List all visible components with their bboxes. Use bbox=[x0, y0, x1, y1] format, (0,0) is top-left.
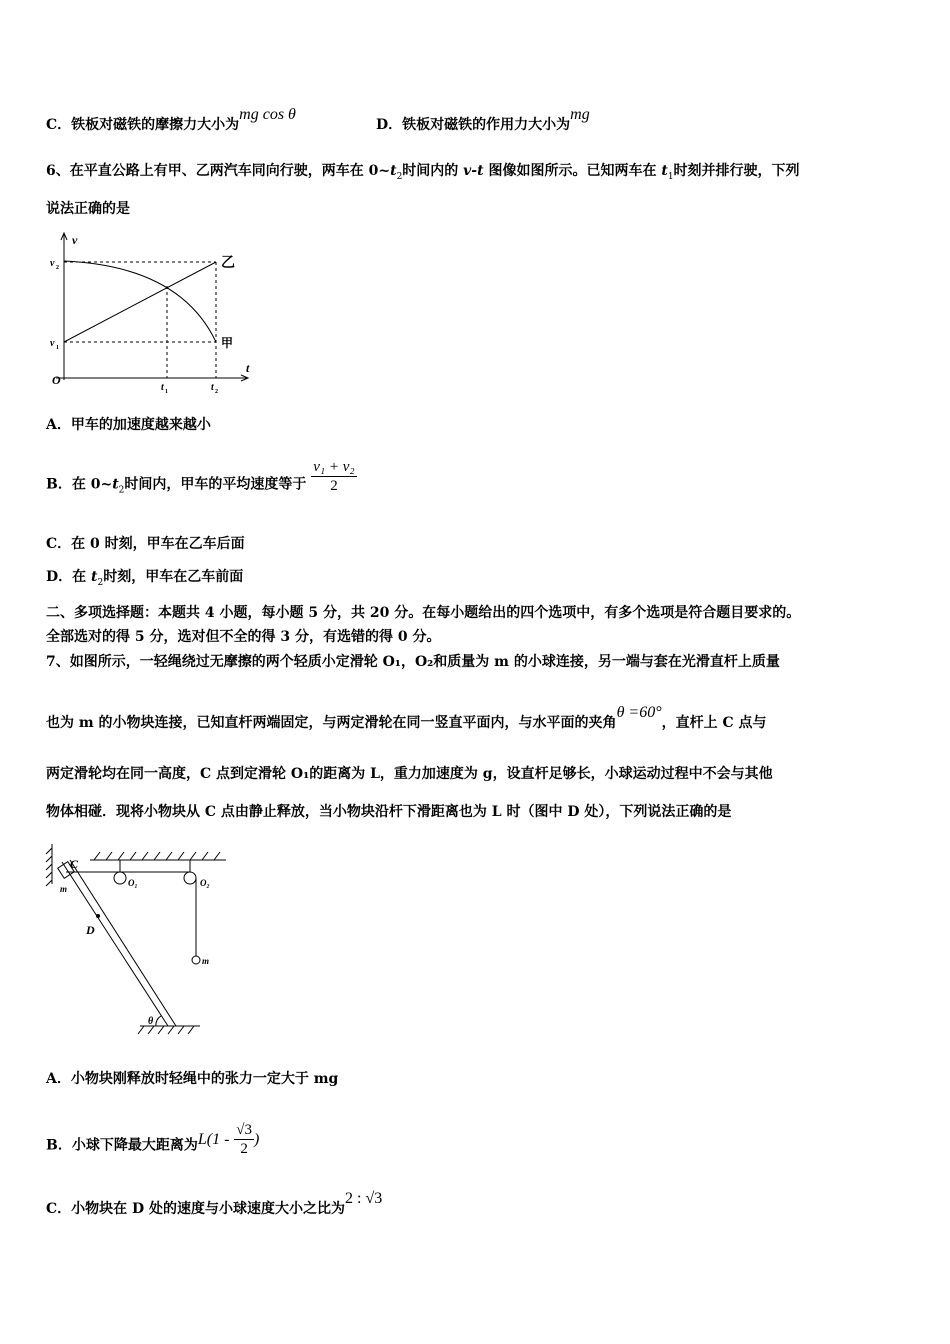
label-jia: 甲 bbox=[221, 336, 234, 350]
q7-stem-part: 也为 m 的小物块连接，已知直杆两端固定，与两定滑轮在同一竖直平面内，与水平面的夹角 bbox=[46, 715, 617, 731]
q6-option-b-sub: 2 bbox=[118, 485, 125, 496]
q6-option-d-part: 时刻，甲车在乙车前面 bbox=[103, 569, 244, 585]
label-c: C bbox=[70, 857, 79, 871]
q7-stem-line3: 两定滑轮均在同一高度，C 点到定滑轮 O₁的距离为 L，重力加速度为 g，设直杆足够长，小球运动过程中不会与其他 bbox=[46, 766, 773, 782]
q6-stem-line2: 说法正确的是 bbox=[46, 201, 130, 217]
q7-option-c-text: C．小物块在 D 处的速度与小球速度大小之比为 bbox=[46, 1201, 346, 1217]
q6-option-a: A．甲车的加速度越来越小 bbox=[46, 417, 211, 433]
q6-stem-t1-sub: 1 bbox=[667, 171, 674, 182]
q7-stem-part: ，直杆上 C 点与 bbox=[661, 715, 767, 731]
q6-stem-part: 时间内的 bbox=[402, 163, 464, 179]
q7-option-b bbox=[46, 1122, 260, 1164]
q6-stem-line1 bbox=[46, 162, 800, 186]
q7-stem-line2 bbox=[46, 704, 767, 732]
left-wall-hatch bbox=[46, 848, 52, 886]
q6-stem-t1: t bbox=[661, 163, 668, 179]
ceiling-hatch bbox=[94, 852, 220, 860]
t2-sub: 2 bbox=[215, 389, 218, 395]
q6-option-d-t: t bbox=[91, 569, 98, 585]
q6-option-c: C．在 0 时刻，甲车在乙车后面 bbox=[46, 536, 245, 552]
theta-arc bbox=[156, 1016, 161, 1026]
q6-option-b-part: B．在 0~ bbox=[46, 476, 113, 493]
q7-pulley-figure bbox=[40, 838, 240, 1038]
v1-label: v bbox=[50, 338, 55, 349]
label-m-ball: m bbox=[202, 956, 210, 966]
q7-theta-formula: θ =60° bbox=[616, 704, 662, 721]
pulley-o2 bbox=[184, 872, 196, 884]
section2-line2: 全部选对的得 5 分，选对但不全的得 3 分，有选错的得 0 分。 bbox=[46, 629, 441, 645]
label-o2: O₂ bbox=[200, 878, 210, 888]
q5-option-c-text: C．铁板对磁铁的摩擦力大小为 bbox=[46, 117, 240, 133]
fraction-denominator: 2 bbox=[330, 478, 338, 494]
q5-option-c bbox=[46, 106, 296, 134]
q6-option-b-t: t bbox=[112, 476, 119, 493]
v2-sub: 2 bbox=[56, 265, 59, 271]
q6-option-b-part: 时间内，甲车的平均速度等于 bbox=[124, 476, 307, 493]
q7-option-b-formula-a: L(1 - bbox=[197, 1130, 230, 1148]
t-axis-label: t bbox=[246, 361, 250, 375]
q6-option-b bbox=[46, 459, 357, 503]
q6-stem-vt: v-t bbox=[463, 163, 484, 179]
q5-option-c-formula: mg cos θ bbox=[239, 106, 296, 123]
t1-label: t bbox=[161, 382, 164, 393]
q6-option-b-fraction bbox=[311, 458, 356, 495]
q6-vt-graph bbox=[40, 228, 270, 398]
label-m-block: m bbox=[60, 884, 68, 894]
rod-edge-1 bbox=[62, 862, 168, 1026]
ball bbox=[192, 956, 200, 964]
q7-stem-line4: 物体相碰．现将小物块从 C 点由静止释放，当小物块沿杆下滑距离也为 L 时（图中 D 处），下列说法正确的是 bbox=[46, 804, 732, 820]
q6-option-d-part: D．在 bbox=[46, 569, 92, 585]
origin-label: O bbox=[52, 373, 61, 387]
v1-sub: 1 bbox=[56, 345, 59, 351]
label-o1: O₁ bbox=[128, 878, 138, 888]
label-theta: θ bbox=[148, 1016, 154, 1027]
point-d bbox=[97, 915, 100, 918]
label-yi: 乙 bbox=[221, 256, 235, 271]
fraction-numerator: v₁ + v₂ bbox=[313, 459, 355, 475]
q6-stem-t2: t bbox=[390, 163, 397, 179]
line-yi bbox=[64, 262, 216, 342]
fraction-numerator: √3 bbox=[236, 1122, 253, 1138]
q6-stem-part: 时刻并排行驶，下列 bbox=[673, 163, 800, 179]
q5-option-d-text: D．铁板对磁铁的作用力大小为 bbox=[376, 117, 571, 133]
q7-stem-line1: 7、如图所示，一轻绳绕过无摩擦的两个轻质小定滑轮 O₁，O₂和质量为 m 的小球连接，另一端与套在光滑直杆上质量 bbox=[46, 654, 780, 670]
section2-line1: 二、多项选择题：本题共 4 小题，每小题 5 分，共 20 分。在每小题给出的四个选项中，有多个选项是符合题目要求的。 bbox=[46, 605, 801, 621]
q7-option-c bbox=[46, 1190, 383, 1218]
fraction-denominator: 2 bbox=[240, 1141, 248, 1157]
q6-stem-part: 6、在平直公路上有甲、乙两汽车同向行驶，两车在 0~ bbox=[46, 163, 391, 179]
t1-sub: 1 bbox=[165, 389, 168, 395]
q7-option-b-formula-b: ) bbox=[254, 1130, 260, 1148]
q6-stem-t2-sub: 2 bbox=[396, 171, 403, 182]
label-d: D bbox=[86, 923, 95, 937]
t2-label: t bbox=[211, 382, 214, 393]
v-axis-label: v bbox=[72, 233, 78, 247]
q7-option-b-fraction bbox=[234, 1121, 254, 1158]
ground-hatch bbox=[138, 1026, 194, 1034]
q5-option-d bbox=[376, 106, 590, 134]
pulley-o1 bbox=[114, 872, 126, 884]
q7-option-b-text: B．小球下降最大距离为 bbox=[46, 1137, 198, 1154]
q6-option-d bbox=[46, 568, 243, 592]
q7-option-a: A．小物块刚释放时轻绳中的张力一定大于 mg bbox=[46, 1071, 339, 1087]
rod-edge-2 bbox=[70, 860, 176, 1026]
q6-option-d-sub: 2 bbox=[97, 577, 104, 588]
q6-stem-part: 图像如图所示。已知两车在 bbox=[483, 163, 662, 179]
q5-option-d-formula: mg bbox=[570, 106, 590, 123]
v2-label: v bbox=[50, 258, 55, 269]
q7-option-c-formula: 2 : √3 bbox=[345, 1190, 383, 1207]
